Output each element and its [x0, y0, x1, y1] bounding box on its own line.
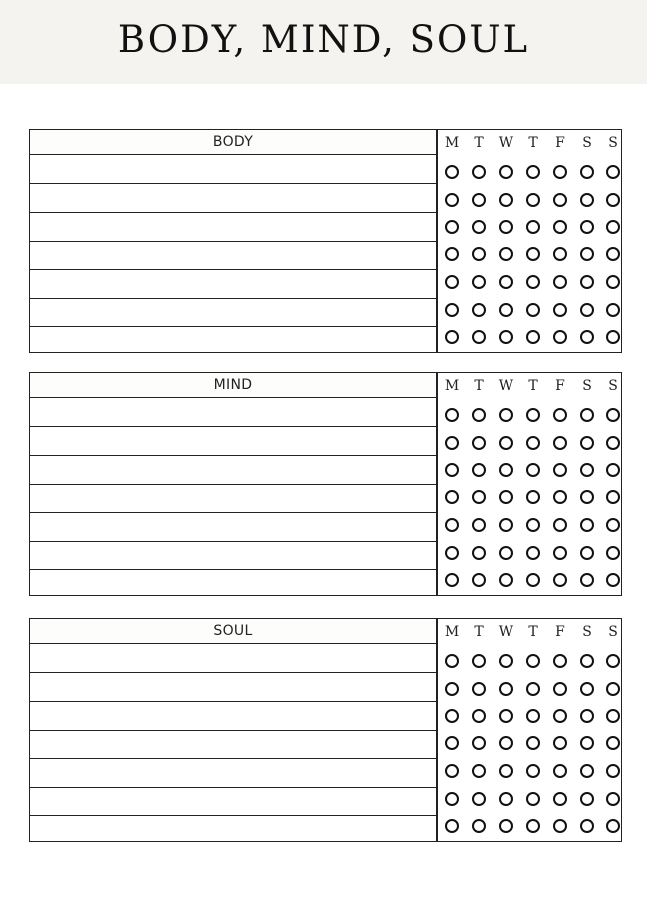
habit-checkbox-circle[interactable] [606, 546, 620, 560]
habit-checkbox-circle[interactable] [580, 330, 594, 344]
habit-checkbox-circle[interactable] [526, 682, 540, 696]
habit-checkbox-circle[interactable] [553, 573, 567, 587]
habit-checkbox-circle[interactable] [526, 518, 540, 532]
habit-checkbox-circle[interactable] [580, 518, 594, 532]
habit-checkbox-circle[interactable] [472, 247, 486, 261]
habit-checkbox-circle[interactable] [499, 682, 513, 696]
habit-checkbox-circle[interactable] [499, 165, 513, 179]
habit-checkbox-circle[interactable] [445, 275, 459, 289]
habit-checkbox-circle[interactable] [606, 165, 620, 179]
habit-checkbox-circle[interactable] [553, 792, 567, 806]
body-heading: BODY [30, 130, 436, 155]
habit-checkbox-circle[interactable] [499, 275, 513, 289]
habit-checkbox-circle[interactable] [526, 736, 540, 750]
habit-checkbox-circle[interactable] [499, 709, 513, 723]
habit-checkbox-circle[interactable] [606, 220, 620, 234]
habit-checkbox-circle[interactable] [553, 247, 567, 261]
habit-checkbox-circle[interactable] [526, 330, 540, 344]
habit-checkbox-circle[interactable] [606, 792, 620, 806]
habit-checkbox-circle[interactable] [499, 463, 513, 477]
body-entry-row[interactable] [30, 213, 436, 241]
mind-entry-row[interactable] [30, 398, 436, 426]
mind-entry-row[interactable] [30, 427, 436, 455]
habit-checkbox-circle[interactable] [445, 193, 459, 207]
habit-checkbox-circle[interactable] [499, 247, 513, 261]
habit-checkbox-circle[interactable] [445, 792, 459, 806]
habit-checkbox-circle[interactable] [472, 408, 486, 422]
body-entry-row[interactable] [30, 299, 436, 326]
habit-checkbox-circle[interactable] [606, 330, 620, 344]
habit-checkbox-circle[interactable] [445, 408, 459, 422]
habit-checkbox-circle[interactable] [606, 518, 620, 532]
habit-checkbox-circle[interactable] [472, 546, 486, 560]
soul-day-tracker [436, 618, 622, 842]
soul-entry-row[interactable] [30, 759, 436, 787]
habit-checkbox-circle[interactable] [445, 490, 459, 504]
habit-checkbox-circle[interactable] [553, 546, 567, 560]
habit-checkbox-circle[interactable] [606, 654, 620, 668]
day-label: S [582, 624, 592, 640]
habit-checkbox-circle[interactable] [499, 518, 513, 532]
habit-checkbox-circle[interactable] [499, 792, 513, 806]
soul-entry-row[interactable] [30, 644, 436, 672]
habit-checkbox-circle[interactable] [445, 247, 459, 261]
habit-checkbox-circle[interactable] [445, 654, 459, 668]
day-label: T [474, 378, 484, 394]
habit-checkbox-circle[interactable] [553, 436, 567, 450]
habit-checkbox-circle[interactable] [580, 165, 594, 179]
habit-checkbox-circle[interactable] [499, 736, 513, 750]
habit-checkbox-circle[interactable] [606, 682, 620, 696]
habit-checkbox-circle[interactable] [606, 436, 620, 450]
habit-checkbox-circle[interactable] [553, 709, 567, 723]
habit-checkbox-circle[interactable] [472, 220, 486, 234]
body-list [29, 129, 437, 353]
habit-checkbox-circle[interactable] [472, 193, 486, 207]
habit-checkbox-circle[interactable] [445, 330, 459, 344]
day-label: T [528, 135, 538, 151]
habit-checkbox-circle[interactable] [580, 303, 594, 317]
habit-checkbox-circle[interactable] [499, 546, 513, 560]
habit-checkbox-circle[interactable] [580, 463, 594, 477]
habit-checkbox-circle[interactable] [499, 303, 513, 317]
habit-checkbox-circle[interactable] [580, 275, 594, 289]
habit-checkbox-circle[interactable] [472, 819, 486, 833]
section-body [29, 129, 622, 353]
habit-checkbox-circle[interactable] [445, 764, 459, 778]
habit-checkbox-circle[interactable] [553, 165, 567, 179]
section-soul [29, 618, 622, 842]
habit-checkbox-circle[interactable] [499, 819, 513, 833]
habit-checkbox-circle[interactable] [526, 463, 540, 477]
mind-entry-row[interactable] [30, 513, 436, 541]
habit-checkbox-circle[interactable] [499, 573, 513, 587]
habit-checkbox-circle[interactable] [526, 573, 540, 587]
body-entry-row[interactable] [30, 242, 436, 269]
habit-checkbox-circle[interactable] [472, 736, 486, 750]
soul-entry-row[interactable] [30, 702, 436, 730]
day-label: F [555, 378, 565, 394]
habit-checkbox-circle[interactable] [445, 736, 459, 750]
habit-checkbox-circle[interactable] [606, 408, 620, 422]
mind-day-tracker [436, 372, 622, 596]
body-entry-row[interactable] [30, 155, 436, 183]
habit-checkbox-circle[interactable] [472, 275, 486, 289]
habit-checkbox-circle[interactable] [606, 275, 620, 289]
habit-checkbox-circle[interactable] [553, 682, 567, 696]
habit-checkbox-circle[interactable] [606, 303, 620, 317]
day-label: M [444, 135, 460, 151]
habit-checkbox-circle[interactable] [553, 275, 567, 289]
habit-checkbox-circle[interactable] [499, 654, 513, 668]
habit-checkbox-circle[interactable] [445, 546, 459, 560]
habit-checkbox-circle[interactable] [553, 303, 567, 317]
day-label: S [608, 624, 618, 640]
habit-checkbox-circle[interactable] [606, 736, 620, 750]
habit-checkbox-circle[interactable] [499, 490, 513, 504]
habit-checkbox-circle[interactable] [526, 709, 540, 723]
day-label: T [528, 624, 538, 640]
habit-checkbox-circle[interactable] [580, 546, 594, 560]
habit-checkbox-circle[interactable] [445, 518, 459, 532]
mind-entry-row[interactable] [30, 485, 436, 512]
habit-checkbox-circle[interactable] [445, 220, 459, 234]
habit-checkbox-circle[interactable] [606, 573, 620, 587]
page-title: BODY, MIND, SOUL [117, 18, 530, 61]
day-label: S [582, 135, 592, 151]
habit-checkbox-circle[interactable] [445, 436, 459, 450]
habit-checkbox-circle[interactable] [580, 247, 594, 261]
day-label: S [608, 378, 618, 394]
mind-entry-row[interactable] [30, 456, 436, 484]
habit-checkbox-circle[interactable] [445, 709, 459, 723]
habit-checkbox-circle[interactable] [526, 819, 540, 833]
habit-checkbox-circle[interactable] [553, 463, 567, 477]
day-label: W [498, 624, 514, 640]
habit-checkbox-circle[interactable] [580, 819, 594, 833]
habit-checkbox-circle[interactable] [445, 303, 459, 317]
habit-checkbox-circle[interactable] [606, 709, 620, 723]
habit-checkbox-circle[interactable] [553, 654, 567, 668]
habit-checkbox-circle[interactable] [580, 220, 594, 234]
habit-checkbox-circle[interactable] [472, 303, 486, 317]
habit-checkbox-circle[interactable] [445, 463, 459, 477]
habit-checkbox-circle[interactable] [472, 573, 486, 587]
day-label: F [555, 624, 565, 640]
body-entry-row[interactable] [30, 270, 436, 298]
habit-checkbox-circle[interactable] [526, 436, 540, 450]
soul-list [29, 618, 437, 842]
habit-checkbox-circle[interactable] [526, 165, 540, 179]
habit-checkbox-circle[interactable] [606, 490, 620, 504]
habit-checkbox-circle[interactable] [580, 736, 594, 750]
habit-checkbox-circle[interactable] [580, 193, 594, 207]
day-label: W [498, 135, 514, 151]
habit-checkbox-circle[interactable] [472, 792, 486, 806]
habit-checkbox-circle[interactable] [580, 408, 594, 422]
habit-checkbox-circle[interactable] [606, 193, 620, 207]
section-mind [29, 372, 622, 596]
habit-checkbox-circle[interactable] [526, 654, 540, 668]
habit-checkbox-circle[interactable] [606, 764, 620, 778]
habit-checkbox-circle[interactable] [526, 764, 540, 778]
habit-checkbox-circle[interactable] [445, 573, 459, 587]
mind-heading: MIND [30, 373, 436, 398]
habit-checkbox-circle[interactable] [472, 764, 486, 778]
soul-entry-row[interactable] [30, 673, 436, 701]
habit-checkbox-circle[interactable] [553, 490, 567, 504]
habit-checkbox-circle[interactable] [499, 436, 513, 450]
day-label: M [444, 624, 460, 640]
day-label: S [582, 378, 592, 394]
habit-checkbox-circle[interactable] [472, 436, 486, 450]
soul-entry-row[interactable] [30, 816, 436, 841]
habit-checkbox-circle[interactable] [499, 764, 513, 778]
habit-checkbox-circle[interactable] [580, 682, 594, 696]
habit-checkbox-circle[interactable] [472, 463, 486, 477]
mind-entry-row[interactable] [30, 570, 436, 595]
habit-checkbox-circle[interactable] [553, 764, 567, 778]
habit-checkbox-circle[interactable] [580, 792, 594, 806]
habit-checkbox-circle[interactable] [472, 518, 486, 532]
habit-checkbox-circle[interactable] [472, 709, 486, 723]
habit-checkbox-circle[interactable] [526, 247, 540, 261]
habit-checkbox-circle[interactable] [526, 303, 540, 317]
habit-checkbox-circle[interactable] [553, 819, 567, 833]
habit-checkbox-circle[interactable] [580, 573, 594, 587]
body-entry-row[interactable] [30, 184, 436, 212]
habit-checkbox-circle[interactable] [606, 463, 620, 477]
habit-checkbox-circle[interactable] [526, 792, 540, 806]
habit-checkbox-circle[interactable] [472, 490, 486, 504]
habit-checkbox-circle[interactable] [499, 330, 513, 344]
soul-entry-row[interactable] [30, 731, 436, 758]
habit-checkbox-circle[interactable] [553, 736, 567, 750]
habit-checkbox-circle[interactable] [580, 654, 594, 668]
day-label: T [474, 135, 484, 151]
habit-checkbox-circle[interactable] [499, 220, 513, 234]
mind-list [29, 372, 437, 596]
habit-checkbox-circle[interactable] [606, 819, 620, 833]
habit-checkbox-circle[interactable] [553, 408, 567, 422]
habit-checkbox-circle[interactable] [472, 330, 486, 344]
mind-entry-row[interactable] [30, 542, 436, 569]
habit-checkbox-circle[interactable] [580, 490, 594, 504]
habit-checkbox-circle[interactable] [553, 193, 567, 207]
header-band [0, 0, 647, 84]
habit-checkbox-circle[interactable] [580, 436, 594, 450]
habit-checkbox-circle[interactable] [580, 709, 594, 723]
soul-heading: SOUL [30, 619, 436, 644]
soul-entry-row[interactable] [30, 788, 436, 815]
habit-checkbox-circle[interactable] [445, 682, 459, 696]
day-label: W [498, 378, 514, 394]
day-label: F [555, 135, 565, 151]
day-label: T [474, 624, 484, 640]
body-day-tracker [436, 129, 622, 353]
habit-checkbox-circle[interactable] [526, 220, 540, 234]
day-label: M [444, 378, 460, 394]
day-label: T [528, 378, 538, 394]
day-label: S [608, 135, 618, 151]
habit-checkbox-circle[interactable] [445, 819, 459, 833]
habit-checkbox-circle[interactable] [526, 408, 540, 422]
habit-checkbox-circle[interactable] [472, 682, 486, 696]
body-entry-row[interactable] [30, 327, 436, 352]
habit-checkbox-circle[interactable] [553, 220, 567, 234]
habit-checkbox-circle[interactable] [553, 330, 567, 344]
habit-checkbox-circle[interactable] [526, 546, 540, 560]
habit-checkbox-circle[interactable] [499, 408, 513, 422]
habit-checkbox-circle[interactable] [445, 165, 459, 179]
habit-checkbox-circle[interactable] [553, 518, 567, 532]
habit-checkbox-circle[interactable] [499, 193, 513, 207]
habit-checkbox-circle[interactable] [526, 490, 540, 504]
habit-checkbox-circle[interactable] [472, 654, 486, 668]
habit-checkbox-circle[interactable] [526, 275, 540, 289]
habit-checkbox-circle[interactable] [606, 247, 620, 261]
habit-checkbox-circle[interactable] [526, 193, 540, 207]
habit-checkbox-circle[interactable] [580, 764, 594, 778]
habit-checkbox-circle[interactable] [472, 165, 486, 179]
